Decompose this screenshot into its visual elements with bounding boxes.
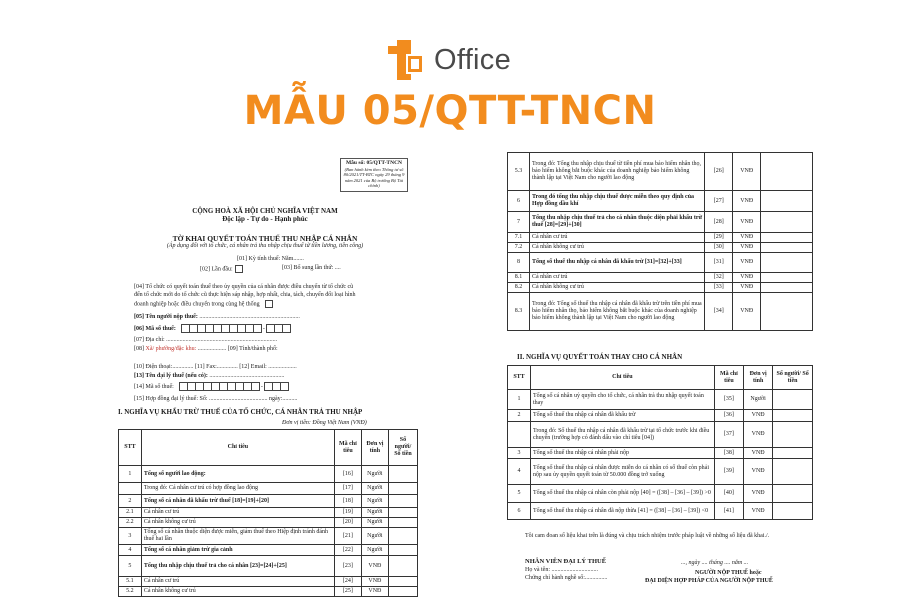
- row-label: Cá nhân không cư trú: [529, 243, 704, 253]
- field-13: [13] Tên đại lý thuế (nếu có): ..................................................: [134, 373, 285, 379]
- row-code: [39]: [714, 459, 743, 485]
- field-05-label: [05] Tên người nộp thuế:: [134, 314, 198, 320]
- row-code: [27]: [705, 191, 733, 212]
- row-label: Tổng số thuế thu nhập cá nhân đã khấu trừ [31]=[32]+[33]: [529, 253, 704, 273]
- field-13-label: [13] Tên đại lý thuế (nếu có):: [134, 373, 208, 379]
- row-code: [23]: [334, 556, 361, 577]
- row-stt: 3: [119, 528, 142, 545]
- table-row: [119, 587, 418, 597]
- row-label: Cá nhân cư trú: [141, 508, 334, 518]
- row-value-cell[interactable]: [388, 518, 417, 528]
- row-code: [17]: [334, 483, 361, 495]
- table-row: [508, 233, 813, 243]
- table-row: [508, 253, 813, 273]
- row-stt: 5: [119, 556, 142, 577]
- row-value-cell[interactable]: [761, 243, 813, 253]
- field-04-line1: [04] Tổ chức có quyết toán thuế theo ủy quyền của cá nhân được điều chuyển từ tổ chức cũ: [134, 284, 354, 290]
- row-code: [18]: [334, 495, 361, 508]
- tax-code-boxes[interactable]: [181, 324, 261, 333]
- field-14-label: [14] Mã số thuế:: [134, 383, 174, 390]
- field-08-dots: ...................: [197, 346, 227, 352]
- table-row: [119, 528, 418, 545]
- table-row: [119, 495, 418, 508]
- row-label: Tổng số thuế thu nhập cá nhân còn phải nộp [40] = ([38] – [36] – [39]) >0: [530, 485, 714, 503]
- agent-cert: Chứng chỉ hành nghề số:...............: [525, 575, 608, 581]
- row-label: Cá nhân không cư trú: [529, 283, 704, 293]
- row-value-cell[interactable]: [773, 485, 813, 503]
- row-unit: Người: [361, 545, 388, 556]
- table-row: [119, 483, 418, 495]
- row-unit: VNĐ: [733, 273, 761, 283]
- row-label: Tổng số cá nhân thuộc diện được miễn, giảm thuế theo Hiệp định tránh đánh thuế hai lần: [141, 528, 334, 545]
- col-code: Mã chỉ tiêu: [334, 430, 361, 466]
- col2-unit: Đơn vị tính: [744, 366, 773, 390]
- row-stt: [508, 422, 531, 448]
- row-value-cell[interactable]: [773, 448, 813, 459]
- table-row: [119, 518, 418, 528]
- row-label: Cá nhân cư trú: [529, 273, 704, 283]
- agent-tax-code-boxes[interactable]: [179, 382, 259, 391]
- row-unit: Người: [361, 483, 388, 495]
- row-value-cell[interactable]: [761, 212, 813, 233]
- row-label: Trong đó: Tổng số thuế thu nhập cá nhân đã khấu trừ trên tiền phí mua bảo hiểm nhân thọ, bảo hiểm không bắt buộc khác của doanh nghiệp bảo hiểm không thành lập tại Việt Nam cho người lao động: [529, 293, 704, 331]
- row-code: [25]: [334, 587, 361, 597]
- section-II-heading: II. NGHĨA VỤ QUYẾT TOÁN THAY CHO CÁ NHÂN: [517, 353, 683, 361]
- row-unit: VNĐ: [733, 283, 761, 293]
- row-value-cell[interactable]: [388, 528, 417, 545]
- withholding-table-continued: [507, 152, 813, 331]
- field-07: [07] Địa chỉ: ..........................................................................: [134, 337, 278, 343]
- row-value-cell[interactable]: [773, 503, 813, 520]
- field-08-label: [08]: [134, 346, 144, 352]
- form-title: TỜ KHAI QUYẾT TOÁN THUẾ THU NHẬP CÁ NHÂN: [172, 234, 358, 243]
- table-row: [508, 273, 813, 283]
- agent-name: Họ và tên: ...............................: [525, 567, 598, 573]
- row-value-cell[interactable]: [761, 283, 813, 293]
- table-row: [508, 283, 813, 293]
- row-stt: 2.1: [119, 508, 142, 518]
- motto: Độc lập - Tự do - Hạnh phúc: [222, 215, 308, 223]
- table-row: [119, 545, 418, 556]
- row-value-cell[interactable]: [761, 273, 813, 283]
- table-row: [508, 153, 813, 191]
- row-label: Tổng số cá nhân đã khấu trừ thuế [18]=[19]+[20]: [141, 495, 334, 508]
- row-code: [24]: [334, 577, 361, 587]
- row-code: [26]: [705, 153, 733, 191]
- field-10-label: [10] Điện thoại:: [134, 364, 173, 370]
- form-page-left: [112, 152, 418, 597]
- row-code: [21]: [334, 528, 361, 545]
- table-row: [508, 390, 813, 410]
- declaration-text: Tôi cam đoan số liệu khai trên là đúng và chịu trách nhiệm trước pháp luật về những số liệu đã khai./.: [525, 533, 770, 539]
- row-value-cell[interactable]: [388, 508, 417, 518]
- row-code: [20]: [334, 518, 361, 528]
- row-stt: 4: [508, 459, 531, 485]
- row-unit: VNĐ: [733, 153, 761, 191]
- currency-note: Đơn vị tiền: Đồng Việt Nam (VNĐ): [282, 420, 367, 426]
- row-label: Cá nhân cư trú: [141, 577, 334, 587]
- row-value-cell[interactable]: [388, 495, 417, 508]
- row-label: Trong đó: Cá nhân cư trú có hợp đồng lao động: [141, 483, 334, 495]
- row-code: [36]: [714, 410, 743, 422]
- row-unit: VNĐ: [733, 243, 761, 253]
- row-value-cell[interactable]: [773, 459, 813, 485]
- table-row: [508, 448, 813, 459]
- col-value: Số người/ Số tiền: [388, 430, 417, 466]
- row-unit: VNĐ: [744, 410, 773, 422]
- row-unit: VNĐ: [733, 191, 761, 212]
- form-subtitle: (Áp dụng đối với tổ chức, cá nhân trả thu nhập chịu thuế từ tiền lương, tiền công): [166, 243, 364, 249]
- field-11-label: [11] Fax:: [194, 364, 217, 370]
- date-line: ..., ngày .... tháng .... năm ...: [681, 560, 749, 566]
- table-row: [119, 556, 418, 577]
- table-row: [508, 191, 813, 212]
- col-indicator: Chỉ tiêu: [141, 430, 334, 466]
- row-unit: VNĐ: [361, 587, 388, 597]
- row-label: Tổng số cá nhân uỷ quyền cho tổ chức, cá nhân trả thu nhập quyết toán thay: [530, 390, 714, 410]
- payer-title: NGƯỜI NỘP THUẾ hoặc: [695, 570, 762, 576]
- row-stt: 6: [508, 191, 530, 212]
- row-unit: VNĐ: [744, 422, 773, 448]
- transfer-checkbox[interactable]: [265, 300, 273, 308]
- field-02-label: [02] Lần đầu:: [200, 266, 233, 273]
- agent-title: NHÂN VIÊN ĐẠI LÝ THUẾ: [525, 558, 607, 565]
- table-row: [508, 212, 813, 233]
- row-code: [32]: [705, 273, 733, 283]
- table-row: [508, 410, 813, 422]
- row-label: Trong đó tổng thu nhập chịu thuế được miễn theo quy định của Hợp đồng dầu khí: [529, 191, 704, 212]
- row-label: Tổng số thuế thu nhập cá nhân được miễn do cá nhân có số thuế còn phải nộp sau ủy quyền quyết toán từ 50.000 đồng trở xuống: [530, 459, 714, 485]
- field-15-label: [15] Hợp đồng đại lý thuế: Số:: [134, 396, 208, 402]
- row-unit: VNĐ: [744, 503, 773, 520]
- section-I-heading: I. NGHĨA VỤ KHẤU TRỪ THUẾ CỦA TỔ CHỨC, CÁ NHÂN TRẢ THU NHẬP: [118, 408, 363, 416]
- row-label: Tổng thu nhập chịu thuế trả cho cá nhân thuộc diện phải khấu trừ thuế [28]=[29]+[30]: [529, 212, 704, 233]
- row-code: [16]: [334, 466, 361, 483]
- row-unit: VNĐ: [733, 293, 761, 331]
- row-unit: VNĐ: [744, 448, 773, 459]
- row-value-cell[interactable]: [773, 422, 813, 448]
- row-stt: 5.1: [119, 577, 142, 587]
- nation-heading: CỘNG HOÀ XÃ HỘI CHỦ NGHĨA VIỆT NAM: [192, 207, 338, 215]
- field-08: [134, 346, 278, 354]
- row-stt: 7: [508, 212, 530, 233]
- form-page-right: [503, 150, 816, 595]
- field-01: [01] Kỳ tính thuế: Năm.......: [237, 256, 304, 262]
- row-unit: Người: [744, 390, 773, 410]
- field-06-label: [06] Mã số thuế:: [134, 325, 176, 332]
- row-unit: VNĐ: [733, 212, 761, 233]
- row-label: Tổng số thuế thu nhập cá nhân đã nộp thừa [41] = ([38] – [36] – [39]) <0: [530, 503, 714, 520]
- row-stt: [119, 483, 142, 495]
- field-06: [06] Mã số thuế: -: [134, 324, 290, 333]
- field-04-line3: [134, 300, 273, 309]
- row-stt: 8.2: [508, 283, 530, 293]
- field-15-date: ngày:: [269, 396, 283, 402]
- row-value-cell[interactable]: [388, 556, 417, 577]
- row-value-cell[interactable]: [388, 466, 417, 483]
- field-14: [14] Mã số thuế: -: [134, 382, 288, 391]
- table-row: [508, 485, 813, 503]
- row-label: Trong đó: Số thuế thu nhập cá nhân đã khấu trừ tại tổ chức trước khi điều chuyển (trường hợp có đánh dấu vào chỉ tiêu [04]): [530, 422, 714, 448]
- row-stt: 8: [508, 253, 530, 273]
- row-stt: 2: [508, 410, 531, 422]
- row-value-cell[interactable]: [761, 191, 813, 212]
- row-code: [37]: [714, 422, 743, 448]
- row-label: Tổng số người lao động:: [141, 466, 334, 483]
- row-value-cell[interactable]: [388, 577, 417, 587]
- row-code: [34]: [705, 293, 733, 331]
- row-value-cell[interactable]: [761, 293, 813, 331]
- col2-value: Số người/ Số tiền: [773, 366, 813, 390]
- row-label: Cá nhân không cư trú: [141, 518, 334, 528]
- table-row: [508, 503, 813, 520]
- logo-text: Office: [434, 43, 512, 76]
- row-stt: 1: [508, 390, 531, 410]
- table-row: [508, 422, 813, 448]
- row-value-cell[interactable]: [773, 410, 813, 422]
- field-04-line2: đến tổ chức mới do tổ chức cũ thực hiện sáp nhập, hợp nhất, chia, tách, chuyển đổi loại hình: [134, 292, 356, 298]
- row-label: Tổng số cá nhân giảm trừ gia cảnh: [141, 545, 334, 556]
- row-label: Cá nhân không cư trú: [141, 587, 334, 597]
- row-value-cell[interactable]: [761, 253, 813, 273]
- col-unit: Đơn vị tính: [361, 430, 388, 466]
- row-unit: VNĐ: [744, 485, 773, 503]
- field-08-ward: Xã/ phường/đặc khu:: [145, 346, 197, 352]
- row-label: Cá nhân cư trú: [529, 233, 704, 243]
- row-unit: VNĐ: [733, 233, 761, 243]
- brand-logo: [386, 40, 511, 80]
- row-code: [30]: [705, 243, 733, 253]
- row-unit: VNĐ: [361, 577, 388, 587]
- row-code: [19]: [334, 508, 361, 518]
- col2-stt: STT: [508, 366, 531, 390]
- stamp-code: Mẫu số: 05/QTT-TNCN: [345, 160, 403, 166]
- page-title: MẪU 05/QTT-TNCN: [243, 88, 657, 134]
- row-code: [28]: [705, 212, 733, 233]
- field-07-label: [07] Địa chỉ:: [134, 337, 165, 343]
- row-stt: 3: [508, 448, 531, 459]
- row-stt: 5.2: [119, 587, 142, 597]
- settlement-table: [507, 365, 813, 520]
- withholding-table: [118, 429, 418, 597]
- field-04-line3-text: doanh nghiệp hoặc điều chuyển trong cùng hệ thống: [134, 301, 260, 308]
- row-value-cell[interactable]: [761, 233, 813, 243]
- row-stt: 2: [119, 495, 142, 508]
- row-stt: 8.1: [508, 273, 530, 283]
- stamp-note: (Ban hành kèm theo Thông tư số 80/2021/TT-BTC ngày 29 tháng 9 năm 2021 của Bộ trưởng Bộ Tài chính): [343, 166, 405, 188]
- row-stt: 4: [119, 545, 142, 556]
- payer-title-2: ĐẠI DIỆN HỢP PHÁP CỦA NGƯỜI NỘP THUẾ: [645, 578, 773, 584]
- row-code: [22]: [334, 545, 361, 556]
- row-unit: VNĐ: [733, 253, 761, 273]
- field-10: [10] Điện thoại:.............. [11] Fax:.............. [12] Email: ...................: [134, 364, 297, 370]
- field-03: [03] Bổ sung lần thứ: ....: [282, 265, 341, 271]
- row-code: [41]: [714, 503, 743, 520]
- row-unit: Người: [361, 495, 388, 508]
- table-row: [119, 508, 418, 518]
- row-stt: 2.2: [119, 518, 142, 528]
- field-15: [15] Hợp đồng đại lý thuế: Số: ....................................... ngày:..........: [134, 396, 298, 402]
- table-row: [119, 577, 418, 587]
- tax-code-suffix-boxes[interactable]: [266, 324, 290, 333]
- field-05: [05] Tên người nộp thuế: ...................................................................: [134, 314, 300, 320]
- field-02: [200, 265, 243, 274]
- col2-code: Mã chỉ tiêu: [714, 366, 743, 390]
- field-09: [09] Tỉnh/thành phố:: [227, 346, 278, 352]
- row-value-cell[interactable]: [388, 483, 417, 495]
- row-stt: 7.1: [508, 233, 530, 243]
- office-logo-icon: [386, 40, 426, 80]
- row-value-cell[interactable]: [761, 153, 813, 191]
- row-label: Tổng số thuế thu nhập cá nhân phải nộp: [530, 448, 714, 459]
- agent-tax-code-suffix-boxes[interactable]: [264, 382, 288, 391]
- row-value-cell[interactable]: [388, 587, 417, 597]
- row-label: Tổng số thuế thu nhập cá nhân đã khấu trừ: [530, 410, 714, 422]
- row-code: [33]: [705, 283, 733, 293]
- row-stt: 5.3: [508, 153, 530, 191]
- row-stt: 7.2: [508, 243, 530, 253]
- row-label: Tổng thu nhập chịu thuế trả cho cá nhân [23]=[24]+[25]: [141, 556, 334, 577]
- row-code: [38]: [714, 448, 743, 459]
- row-label: Trong đó: Tổng thu nhập chịu thuế từ tiền phí mua bảo hiểm nhân thọ, bảo hiểm không bắt buộc khác của doanh nghiệp bảo hiểm không thành lập tại Việt Nam cho người lao động: [529, 153, 704, 191]
- row-unit: VNĐ: [361, 556, 388, 577]
- row-stt: 1: [119, 466, 142, 483]
- col2-indicator: Chỉ tiêu: [530, 366, 714, 390]
- form-code-stamp: [340, 158, 408, 192]
- row-unit: Người: [361, 518, 388, 528]
- row-value-cell[interactable]: [388, 545, 417, 556]
- table-row: [508, 293, 813, 331]
- row-stt: 5: [508, 485, 531, 503]
- table-row: [508, 243, 813, 253]
- col-stt: STT: [119, 430, 142, 466]
- row-unit: Người: [361, 528, 388, 545]
- row-unit: Người: [361, 508, 388, 518]
- first-time-checkbox[interactable]: [235, 265, 243, 273]
- row-stt: 8.3: [508, 293, 530, 331]
- row-unit: VNĐ: [744, 459, 773, 485]
- row-code: [40]: [714, 485, 743, 503]
- row-stt: 6: [508, 503, 531, 520]
- row-value-cell[interactable]: [773, 390, 813, 410]
- table-row: [119, 466, 418, 483]
- row-code: [29]: [705, 233, 733, 243]
- table-row: [508, 459, 813, 485]
- row-unit: Người: [361, 466, 388, 483]
- row-code: [31]: [705, 253, 733, 273]
- field-12-label: [12] Email:: [239, 364, 267, 370]
- row-code: [35]: [714, 390, 743, 410]
